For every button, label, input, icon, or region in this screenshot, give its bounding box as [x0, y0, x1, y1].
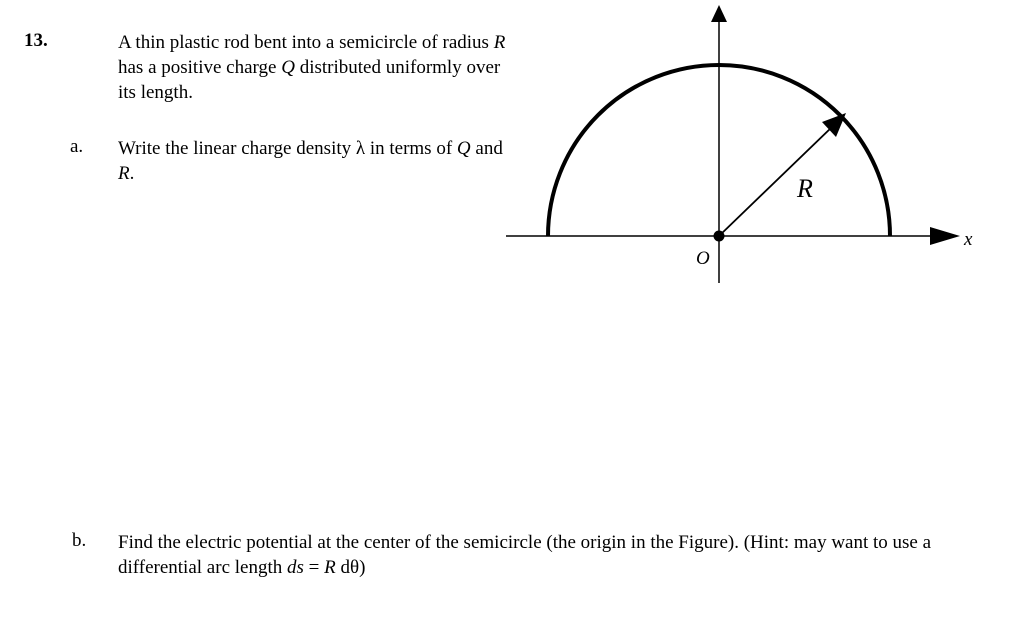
- origin-dot: [714, 231, 725, 242]
- x-axis-label: x: [964, 229, 973, 250]
- part-b-question: Find the electric potential at the center of the semicircle (the origin in the Figure). (Hint: may want to use a differential arc length ds = R dθ): [118, 532, 932, 578]
- part-a-question: Write the linear charge density λ in terms of Q and R.: [118, 138, 503, 184]
- radius-arrow: [719, 126, 833, 236]
- origin-label: O: [696, 248, 710, 269]
- radius-label: R: [797, 174, 813, 203]
- part-b-label: b.: [72, 530, 87, 551]
- problem-intro: A thin plastic rod bent into a semicircle of radius R has a positive charge Q distributed uniformly over its length.: [118, 32, 506, 103]
- problem-number: 13.: [24, 30, 48, 51]
- x-axis-arrowhead: [930, 227, 960, 245]
- part-a-label: a.: [70, 136, 84, 157]
- y-axis-arrowhead: [711, 5, 727, 22]
